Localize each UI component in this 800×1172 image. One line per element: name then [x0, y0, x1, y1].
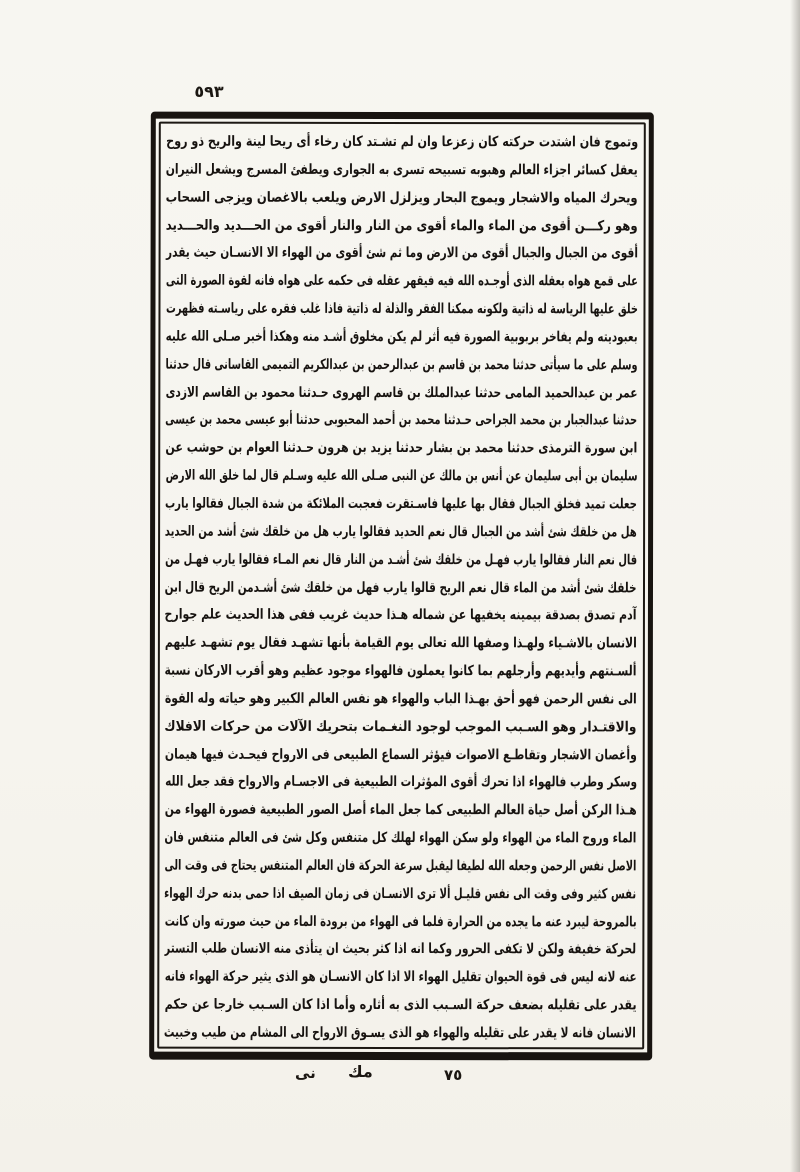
text-line: ويحرك المياه والاشجار ويموج البحار ويزلزل الارض ويلعب بالاغصان ويزجى السحاب — [165, 189, 638, 207]
text-line: على قمع هواه بعقله الذى أوجـده الله فيه فيقهر عقله فى حكمه على هواه فانه لقوة الصورة التى — [165, 272, 638, 290]
catchword: مك — [348, 1062, 373, 1081]
text-line: الانسان بالاشـياء ولهـذا وصفها الله تعالى يوم القيامة بأنها تشهـد فقال يوم تشهـد عليهم — [164, 634, 637, 652]
text-line: عمر بن عبدالحميد المامى حدثنا عبدالملك بن قاسم الهروى حـدثنا محمود بن القاسم الازدى — [165, 384, 638, 402]
text-line: نفس كثير وفى وقت الى نفس قليـل ألا ترى الانسـان فى زمان الصيف اذا حمى بدنه حرك الهواء — [164, 885, 637, 903]
text-line: وسكر وطرب فالهواء اذا تحرك أقوى المؤثرات الطبيعية فى الاجسـام والارواح فقد جعل الله — [164, 773, 637, 791]
text-line: وهو ركـــن أقوى من الماء والماء أقوى من النار والنار أقوى من الحـــديد والحـــديد — [165, 217, 638, 234]
text-frame-outer-rule — [149, 112, 654, 1061]
text-line: وتموج فان اشتدت حركته كان زعزعا وان لم تشـتد كان رخاء أى ريحا لينة والريح ذو روح — [165, 133, 638, 151]
text-line: هـذا الركن أصل حياة العالم الطبيعى كما جعل الماء أصل الصور الطبيعية فصورة الهواء من — [164, 801, 637, 819]
text-line: هل من خلقك شئ أشد من الجبال قال نعم الحديد فقالوا يارب هل من خلقك شئ أشد من الحديد — [165, 523, 638, 541]
quire-number: ٧٥ — [444, 1066, 463, 1084]
text-line: ابن سورة الترمذى حدثنا محمد بن بشار حدثنا يزيد بن هرون حـدثنا العوام بن حوشب عن — [165, 439, 638, 457]
text-line: بعبوديته ولم يفاخر بربوبية الصورة فيه أثر لم يكن مخلوق أشـد منه وهكذا أخبر صـلى الله عليه — [165, 328, 638, 346]
text-line: خلق عليها الرياسة له ذاتية ولكونه ممكنا الفقر والذلة له ذاتية فاذا غلب فقره على رياسـته فظهرت — [165, 300, 638, 318]
text-line: الماء وروح الماء من الهواء ولو سكن الهواء لهلك كل متنفس وكل شئ فى العالم متنفس فان — [164, 829, 637, 847]
text-line: وسلم على ما سيأتى حدثنا محمد بن قاسم بن عبدالرحمن بن عبدالكريم التميمى القاسانى قال حدثنا — [165, 356, 638, 374]
text-line: آدم تصدق بصدقة بيمينه يخفيها عن شماله هـذا حديث غريب ففى هذا الحديث علم جوارح — [164, 606, 637, 624]
text-line: قال نعم النار فقالوا يارب فهـل من خلقك شئ أشـد من النار قال نعم المـاء فقالوا يارب فهـل من — [165, 551, 638, 569]
folio-page-number: ٥٩٣ — [194, 82, 224, 101]
text-line: سليمان بن أبى سليمان عن أنس بن مالك عن النبى صـلى الله عليه وسـلم قال لما خلق الله الارض — [165, 467, 638, 485]
text-line: يعقل كسائر اجزاء العالم وهبوبه تسبيحه تسرى به الجوارى ويطفئ المسرج ويشعل النيران — [165, 161, 638, 179]
text-line: الى نفس الرحمن فهو أحق بهـذا الباب والهواء هو نفس العالم الكبير وهو حياته وله القوة — [164, 690, 637, 708]
text-line: بالمروحة ليبرد عنه ما يجده من الحرارة فلما فى الهواء من برودة الماء من حيث صورته وان كانت — [164, 913, 637, 931]
text-line: لحركة خفيفة ولكن لا تكفى الحرور وكما انه اذا كثر بحيث ان يتأذى منه الانسان طلب التستر — [164, 941, 637, 958]
text-line: حدثنا عبدالجبار بن محمد الجراحى حـدثنا محمد بن أحمد المحبوبى حدثنا أبو عيسى محمد بن عيسى — [165, 412, 638, 429]
text-line: عنه لانه ليس فى قوة الحيوان تقليل الهواء الا اذا كان الانسـان هو الذى يثير حركة الهواء فانه — [164, 968, 637, 986]
body-text — [164, 129, 638, 1043]
text-line: يقدر على تقليله بضعف حركة السـبب الذى به أثاره وأما اذا كان السـبب خارجا عن حكم — [164, 996, 637, 1014]
text-frame-inner-rule — [157, 122, 646, 1050]
text-line: وأغصان الاشجار وتقاطـع الاصوات فيؤثر السماع الطبيعى فى الارواح فيحـدث فيها هيمان — [164, 746, 637, 763]
text-line: الانسان فانه لا يقدر على تقليله والهواء هو الذى يسـوق الارواح الى المشام من طيب وخبيث — [164, 1024, 637, 1042]
text-line: جعلت تميد فخلق الجبال فقال بها عليها فاسـتقرت فعجبت الملائكة من شدة الجبال فقالوا يارب — [165, 495, 638, 513]
catchword: نى — [295, 1064, 316, 1082]
text-line: والاقتـدار وهو السـبب الموجب لوجود النغـمات بتحريك الآلات من حركات الافلاك — [164, 718, 637, 736]
scan-edge-shadow — [790, 0, 800, 1172]
text-line: أقوى من الجبال والجبال أقوى من الارض وما ثم شئ أقوى من الهواء الا الانسـان حيث يقدر — [165, 244, 638, 262]
text-line: ألسـنتهم وأيديهم وأرجلهم بما كانوا يعملون فالهواء موجود عظيم وهو أقرب الاركان نسبة — [164, 662, 637, 680]
text-line: الاصل نفس الرحمن وجعله الله لطيفا ليقبل سرعة الحركة فان العالم المتنفس يحتاج فى وقت الى — [164, 857, 637, 875]
text-line: خلقك شئ أشد من الماء قال نعم الريح قالوا يارب فهل من خلقك شئ أشـدمن الريح قال ابن — [165, 579, 638, 596]
